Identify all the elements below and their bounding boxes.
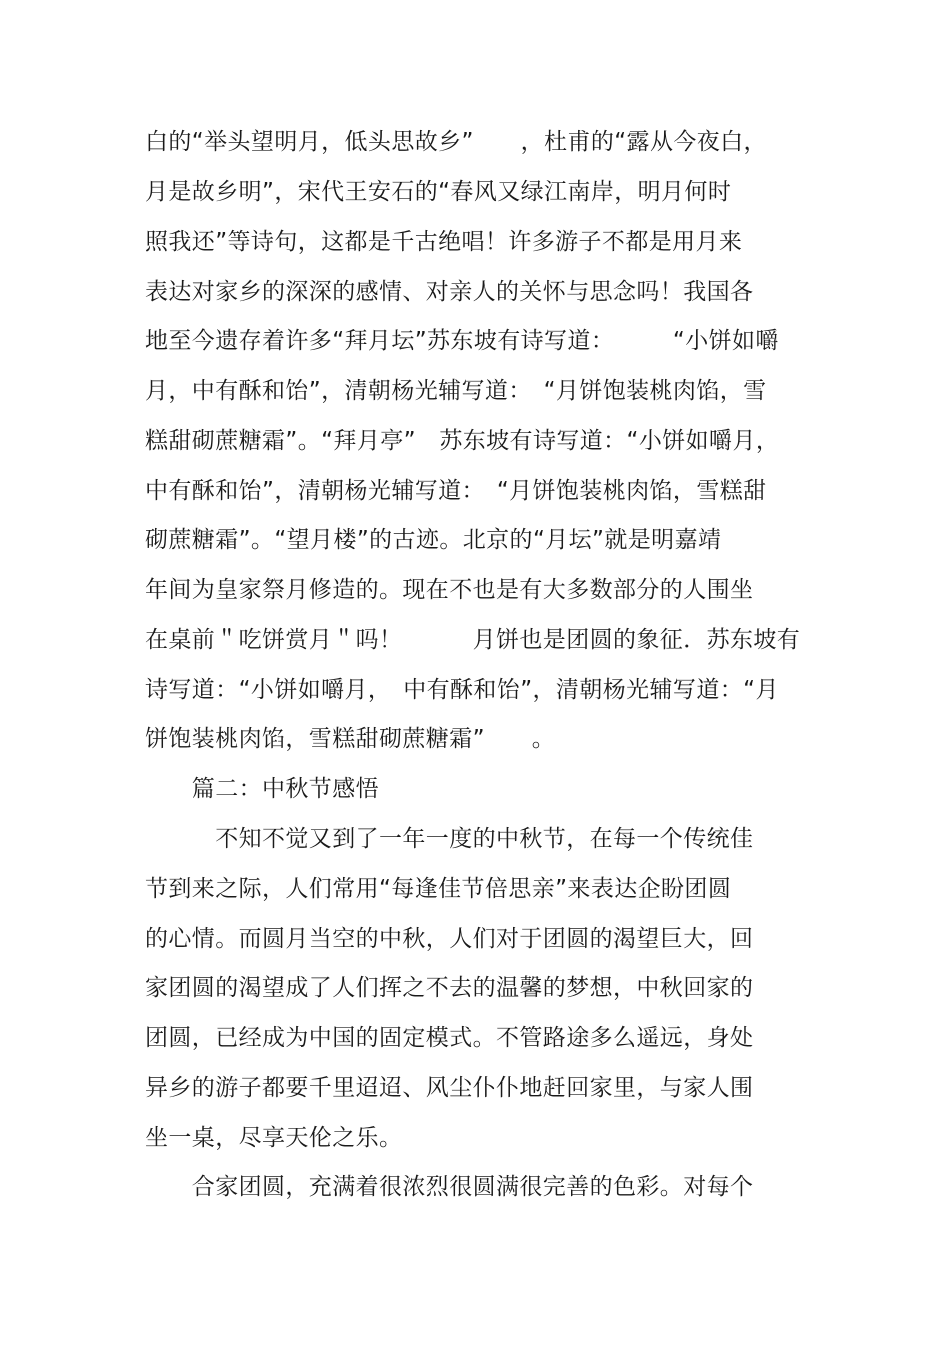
body-text-line: 月是故乡明”，宋代王安石的“春风又绿江南岸，明月何时 [145, 179, 732, 205]
body-text-line: 月，中有酥和饴”，清朝杨光辅写道： “月饼饱装桃肉馅，雪 [145, 378, 767, 404]
body-text-line: 砌蔗糖霜”。“望月楼”的古迹。北京的“月坛”就是明嘉靖 [145, 527, 722, 553]
body-text-line: 地至今遗存着许多“拜月坛”苏东坡有诗写道： “小饼如嚼 [145, 328, 779, 354]
section-heading: 篇二：中秋节感悟 [145, 776, 379, 802]
body-text-line: 家团圆的渴望成了人们挥之不去的温馨的梦想，中秋回家的 [145, 975, 754, 1001]
body-text-line: 合家团圆，充满着很浓烈很圆满很完善的色彩。对每个 [145, 1174, 754, 1200]
body-text-line: 糕甜砌蔗糖霜”。“拜月亭” 苏东坡有诗写道：“小饼如嚼月， [145, 428, 780, 454]
body-text-line: 年间为皇家祭月修造的。现在不也是有大多数部分的人围坐 [145, 577, 754, 603]
body-text-line: 坐一桌，尽享天伦之乐。 [145, 1125, 403, 1151]
body-text-line: 在桌前＂吃饼赏月＂吗！ 月饼也是团圆的象征．苏东坡有 [145, 627, 801, 653]
body-text-line: 节到来之际，人们常用“每逢佳节倍思亲”来表达企盼团圆 [145, 876, 732, 902]
body-text-line: 团圆，已经成为中国的固定模式。不管路途多么遥远，身处 [145, 1025, 754, 1051]
body-text-line: 饼饱装桃肉馅，雪糕甜砌蔗糖霜” 。 [145, 726, 556, 752]
body-text-line: 诗写道：“小饼如嚼月， 中有酥和饴”，清朝杨光辅写道：“月 [145, 677, 779, 703]
body-text-line: 表达对家乡的深深的感情、对亲人的关怀与思念吗！我国各 [145, 279, 754, 305]
body-text-line: 异乡的游子都要千里迢迢、风尘仆仆地赶回家里，与家人围 [145, 1075, 754, 1101]
body-text-line: 不知不觉又到了一年一度的中秋节，在每一个传统佳 [145, 826, 754, 852]
body-text-line: 的心情。而圆月当空的中秋，人们对于团圆的渴望巨大，回 [145, 926, 754, 952]
body-text-line: 白的“举头望明月，低头思故乡” ，杜甫的“露从今夜白， [145, 129, 767, 155]
body-text-line: 中有酥和饴”，清朝杨光辅写道： “月饼饱装桃肉馅，雪糕甜 [145, 478, 767, 504]
body-text-line: 照我还”等诗句，这都是千古绝唱！许多游子不都是用月来 [145, 229, 743, 255]
